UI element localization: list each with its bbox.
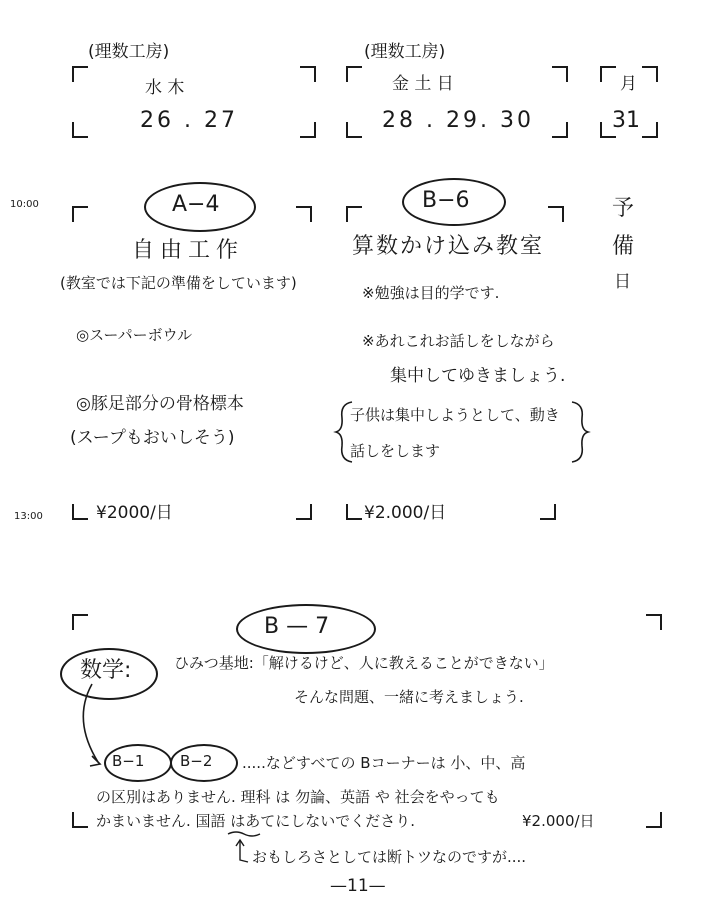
a4-price: ¥2000/日 [96, 503, 173, 523]
b6-note2: ※あれこれお話しをしながら [362, 332, 555, 350]
block2-dates: 28 . 29. 30 [382, 108, 534, 133]
block1-days: 水 木 [145, 78, 185, 98]
block3-date: 31 [612, 108, 640, 133]
b7-tag1: B−1 [112, 752, 145, 770]
b7-line5: かまいません. 国語 はあてにしないでくださり. [96, 812, 416, 830]
b7-line4: の区別はありません. 理科 は 勿論、英語 や 社会をやっても [96, 788, 500, 806]
a4-item1: ◎スーパーボウル [76, 326, 193, 344]
a4-item2: ◎豚足部分の骨格標本 [76, 394, 244, 414]
b6-code: B−6 [422, 188, 470, 213]
a4-item2-note: (スープもおいしそう) [70, 428, 235, 448]
b7-code: B — 7 [264, 614, 330, 639]
block1-header: (理数工房) [88, 42, 170, 62]
block3-day: 月 [620, 74, 637, 94]
a4-note: (教室では下記の準備をしています) [60, 274, 297, 292]
b7-line3: .....などすべての Bコーナーは 小、中、高 [242, 754, 526, 772]
a4-title: 自由工作 [132, 238, 245, 263]
time-end: 13:00 [14, 511, 43, 522]
page-number: —11— [330, 876, 386, 896]
b6-note1: ※勉強は目的学です. [362, 284, 500, 302]
b7-tag2: B−2 [180, 752, 213, 770]
b7-price: ¥2.000/日 [522, 812, 595, 830]
b6-price: ¥2.000/日 [364, 503, 447, 523]
b7-line1: ひみつ基地:「解けるけど、人に教えることができない」 [174, 654, 554, 672]
b7-footnote: おもしろさとしては断トツなのですが.... [252, 848, 527, 866]
b7-line2: そんな問題、一緒に考えましょう. [294, 688, 524, 706]
a4-code: A−4 [172, 192, 220, 217]
b7-subject: 数学: [80, 658, 132, 683]
b6-note3: 集中してゆきましょう. [390, 366, 566, 386]
reserve-2: 備 [612, 234, 635, 259]
block2-header: (理数工房) [364, 42, 446, 62]
reserve-1: 予 [612, 196, 635, 221]
block1-dates: 26 . 27 [140, 108, 238, 133]
time-start: 10:00 [10, 199, 39, 210]
block2-days: 金 土 日 [392, 74, 454, 94]
b6-note4: 子供は集中しようとして、動き [350, 406, 560, 424]
b6-title: 算数かけ込み教室 [352, 234, 545, 259]
b6-note5: 話しをします [350, 442, 441, 460]
reserve-3: 日 [614, 272, 631, 292]
